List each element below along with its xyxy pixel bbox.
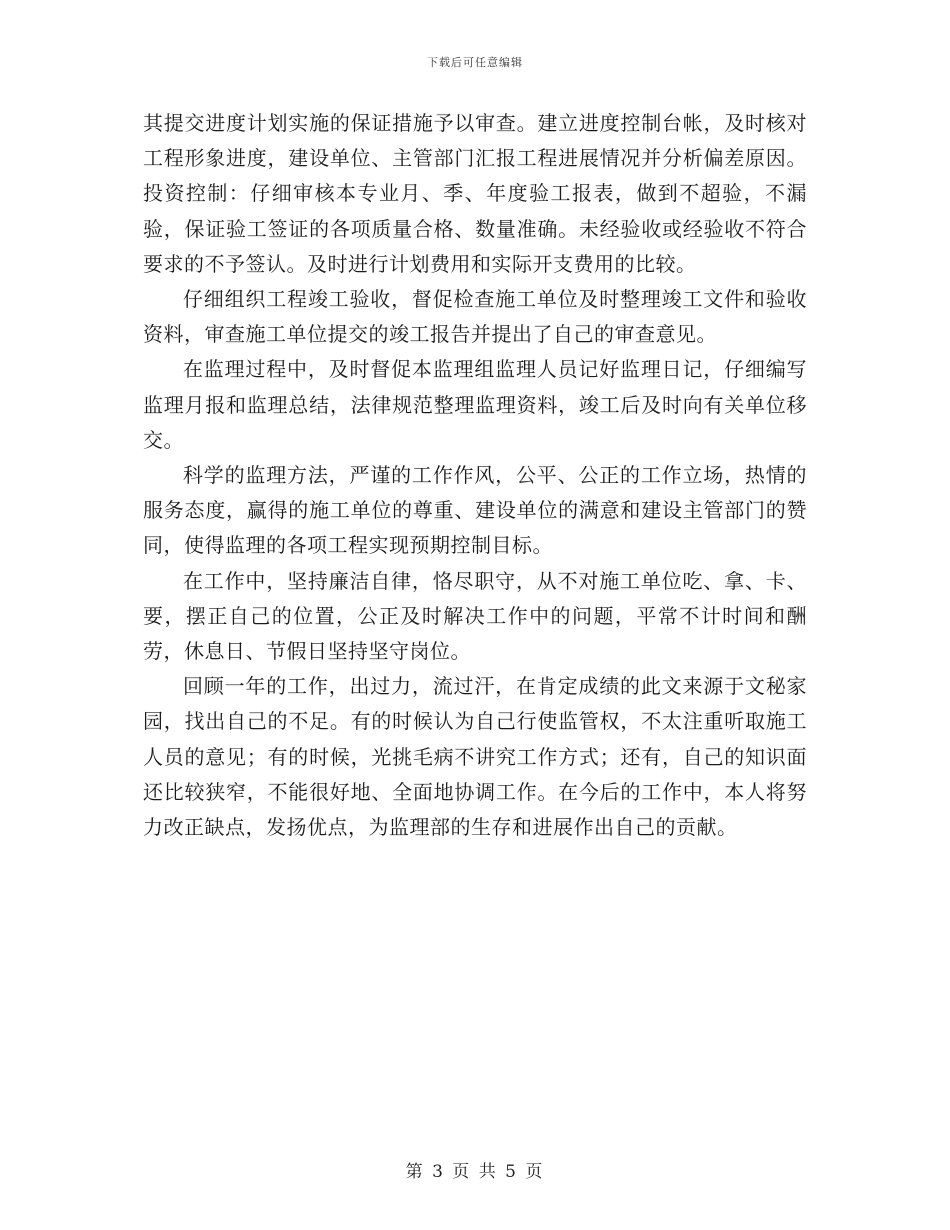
paragraph-continued: 其提交进度计划实施的保证措施予以审查。建立进度控制台帐，及时核对工程形象进度，建设单位、主管部门汇报工程进展情况并分析偏差原因。投资控制：仔细审核本专业月、季、年度验工报表，做到不超验，不漏验，保证验工签证的各项质量合格、数量准确。未经验收或经验收不符合要求的不予签认。及时进行计划费用和实际开支费用的比较。 xyxy=(143,111,807,276)
paragraph: 在监理过程中，及时督促本监理组监理人员记好监理日记，仔细编写监理月报和监理总结，法律规范整理监理资料，竣工后及时向有关单位移交。 xyxy=(143,357,807,452)
paragraph: 在工作中，坚持廉洁自律，恪尽职守，从不对施工单位吃、拿、卡、要，摆正自己的位置，公正及时解决工作中的问题，平常不计时间和酬劳，休息日、节假日坚持坚守岗位。 xyxy=(143,568,807,664)
page-number-footer: 第 3 页 共 5 页 xyxy=(405,1162,545,1182)
paragraph: 回顾一年的工作，出过力，流过汗，在肯定成绩的此文来源于文秘家园，找出自己的不足。有的时候认为自己行使监管权，不太注重听取施工人员的意见；有的时候，光挑毛病不讲究工作方式；还有，自己的知识面还比较狭窄，不能很好地、全面地协调工作。在今后的工作中，本人将努力改正缺点，发扬优点，为监理部的生存和进展作出自己的贡献。 xyxy=(143,674,807,840)
page-header: 下载后可任意编辑 xyxy=(427,56,523,69)
document-body xyxy=(143,106,807,845)
paragraph: 科学的监理方法，严谨的工作作风，公平、公正的工作立场，热情的服务态度，赢得的施工单位的尊重、建设单位的满意和建设主管部门的赞同，使得监理的各项工程实现预期控制目标。 xyxy=(143,463,807,558)
paragraph: 仔细组织工程竣工验收，督促检查施工单位及时整理竣工文件和验收资料，审查施工单位提交的竣工报告并提出了自己的审查意见。 xyxy=(143,287,807,347)
